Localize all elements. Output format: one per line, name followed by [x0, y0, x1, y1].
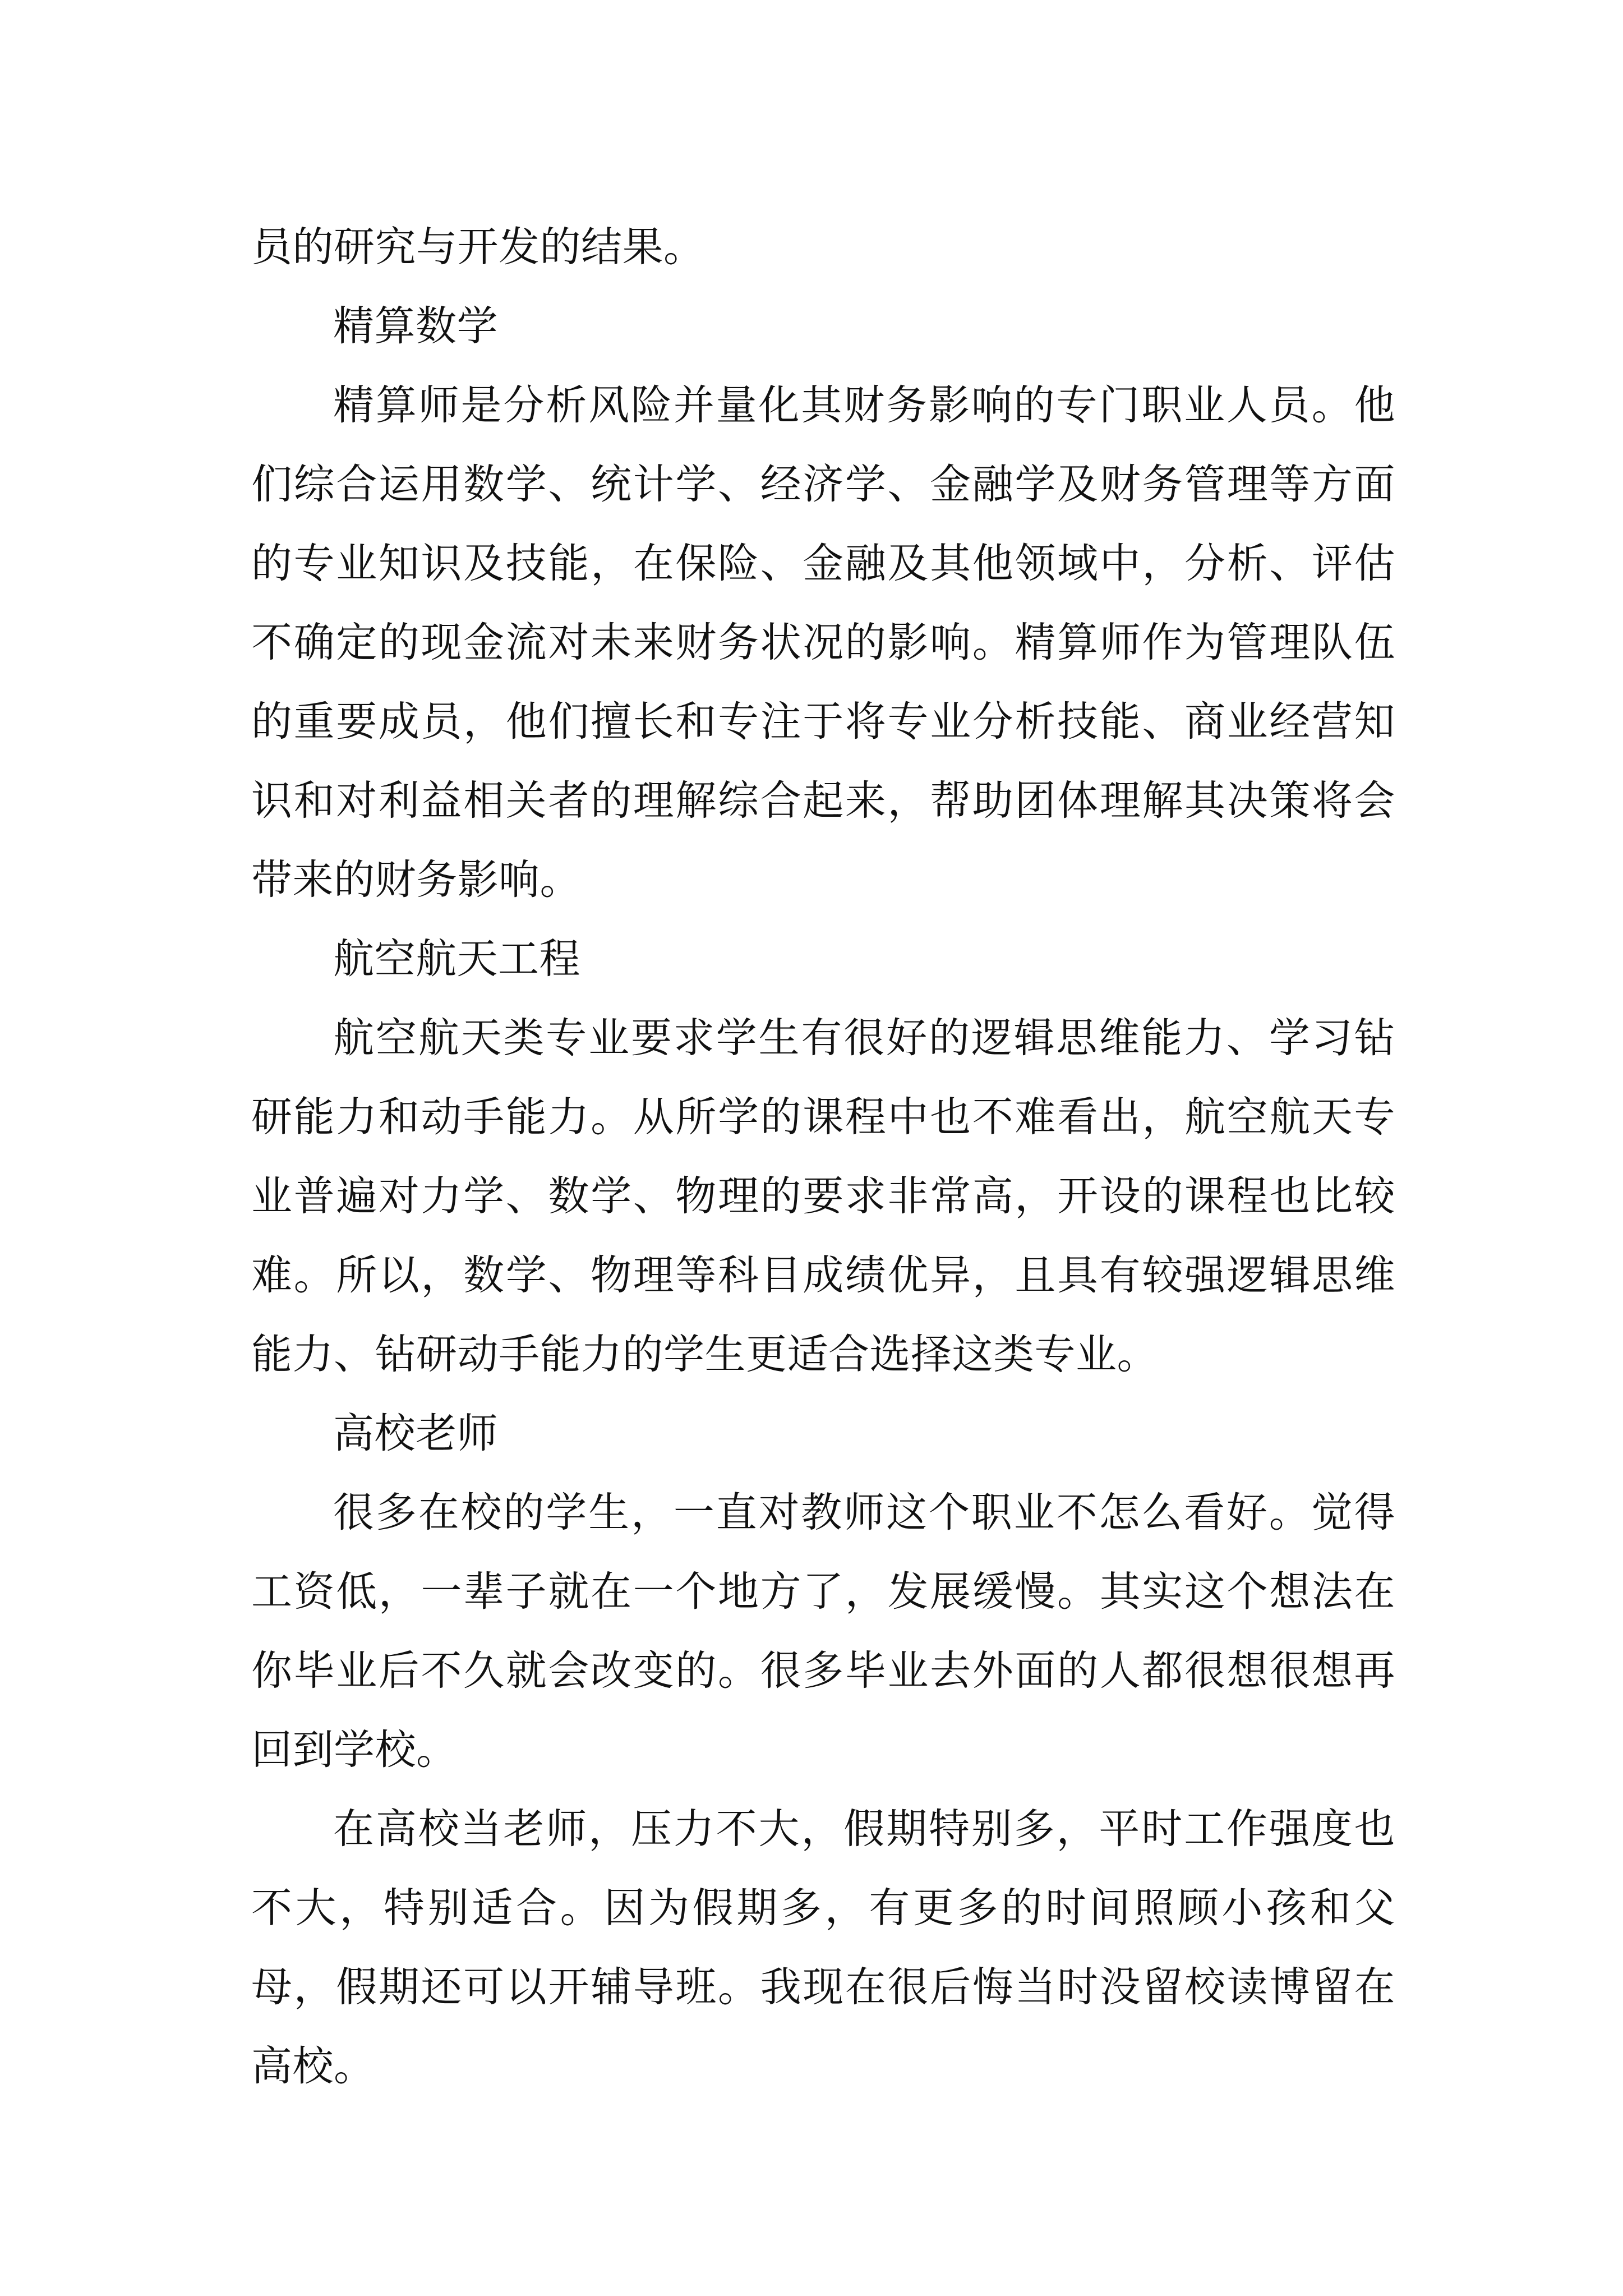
paragraph-university-teacher-1: 很多在校的学生，一直对教师这个职业不怎么看好。觉得工资低，一辈子就在一个地方了，发展缓慢。其实这个想法在你毕业后不久就会改变的。很多毕业去外面的人都很想很想再回到学校。	[251, 1489, 1395, 1774]
section-heading-aerospace-engineering: 航空航天工程	[333, 935, 580, 983]
paragraph-continuation: 员的研究与开发的结果。	[251, 223, 705, 271]
paragraph-university-teacher-2: 在高校当老师，压力不大，假期特别多，平时工作强度也不大，特别适合。因为假期多，有更多的时间照顾小孩和父母，假期还可以开辅导班。我现在很后悔当时没留校读博留在高校。	[251, 1805, 1395, 2090]
section-heading-actuarial-math: 精算数学	[333, 302, 498, 350]
section-heading-university-teacher: 高校老师	[333, 1410, 498, 1457]
paragraph-actuarial-math: 精算师是分析风险并量化其财务影响的专门职业人员。他们综合运用数学、统计学、经济学、金融学及财务管理等方面的专业知识及技能，在保险、金融及其他领域中，分析、评估不确定的现金流对未来财务状况的影响。精算师作为管理队伍的重要成员，他们擅长和专注于将专业分析技能、商业经营知识和对利益相关者的理解综合起来，帮助团体理解其决策将会带来的财务影响。	[251, 381, 1395, 904]
paragraph-aerospace-engineering: 航空航天类专业要求学生有很好的逻辑思维能力、学习钻研能力和动手能力。从所学的课程中也不难看出，航空航天专业普遍对力学、数学、物理的要求非常高，开设的课程也比较难。所以，数学、物理等科目成绩优异，且具有较强逻辑思维能力、钻研动手能力的学生更适合选择这类专业。	[251, 1014, 1395, 1378]
document-body	[251, 208, 1395, 2106]
